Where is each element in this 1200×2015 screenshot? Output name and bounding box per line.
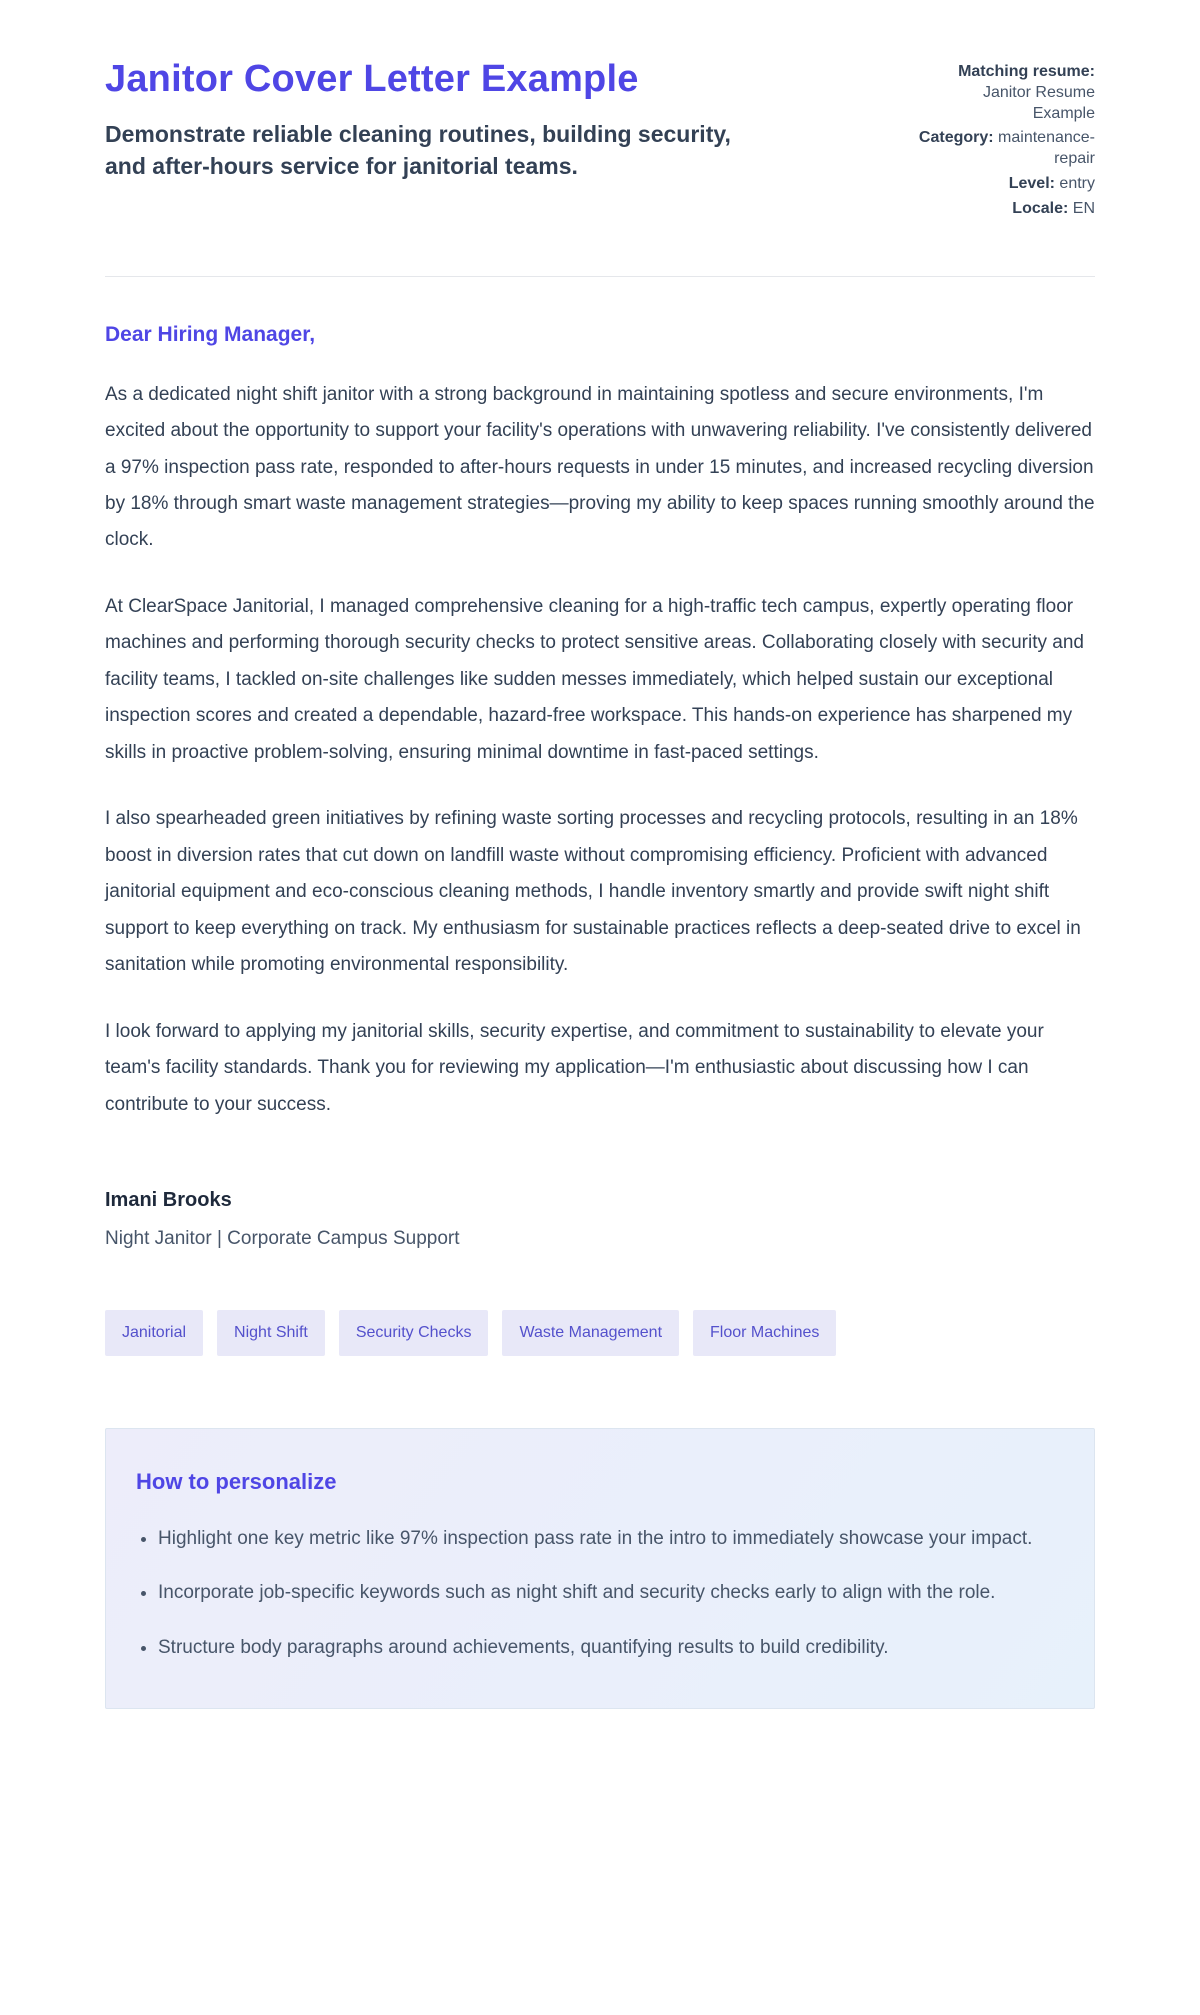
header-text-block — [105, 58, 765, 183]
tag-list — [105, 1310, 1095, 1356]
meta-level — [917, 174, 1095, 195]
meta-category — [917, 128, 1095, 170]
resume-meta-panel — [917, 58, 1095, 224]
personalize-tip-2: • Incorporate job-specific keywords such as night shift and security checks early to align with the role. — [158, 1575, 1060, 1611]
header — [105, 58, 1095, 277]
meta-locale-value: EN — [1072, 199, 1095, 217]
tag-waste-management: Waste Management — [502, 1310, 679, 1356]
meta-matching-resume-label: Matching resume: — [958, 63, 1095, 80]
meta-locale-label: Locale: — [1012, 199, 1069, 217]
personalize-box — [105, 1428, 1095, 1709]
personalize-tip-3: • Structure body paragraphs around achievements, quantifying results to build credibility. — [158, 1630, 1060, 1666]
signature-name: Imani Brooks — [105, 1189, 232, 1212]
letter-greeting: Dear Hiring Manager, — [105, 322, 316, 346]
tag-security-checks: Security Checks — [339, 1310, 489, 1356]
signature-block — [105, 1189, 1095, 1250]
meta-matching-resume — [917, 62, 1095, 124]
tag-night-shift: Night Shift — [217, 1310, 325, 1356]
letter-body — [105, 323, 1095, 1710]
tag-janitorial: Janitorial — [105, 1310, 203, 1356]
letter-paragraph-3: I also spearheaded green initiatives by refining waste sorting processes and recycling protocols, resulting in an 18% boost in diversion rates that cut down on landfill waste without compromising efficiency. Proficient with advanced janitorial equipment and eco-conscious cleaning methods, I handle inventory smartly and provide swift night shift support to keep everything on track. My enthusiasm for sustainable practices reflects a deep-seated drive to excel in sanitation while promoting environmental responsibility. — [105, 808, 1081, 976]
meta-matching-resume-value: Janitor Resume Example — [982, 83, 1095, 122]
tag-floor-machines: Floor Machines — [693, 1310, 836, 1356]
personalize-heading: How to personalize — [136, 1469, 337, 1495]
personalize-tip-1: • Highlight one key metric like 97% inspection pass rate in the intro to immediately showcase your impact. — [158, 1521, 1060, 1557]
meta-category-label: Category: — [918, 129, 994, 147]
page-subtitle: Demonstrate reliable cleaning routines, building security, and after-hours service for janitorial teams. — [105, 120, 731, 180]
personalize-tip-list — [136, 1521, 1060, 1666]
page-title: Janitor Cover Letter Example — [105, 58, 639, 100]
meta-level-label: Level: — [1008, 174, 1055, 192]
meta-level-value: entry — [1059, 174, 1095, 192]
signature-role: Night Janitor | Corporate Campus Support — [105, 1228, 460, 1250]
letter-paragraph-2: At ClearSpace Janitorial, I managed comprehensive cleaning for a high-traffic tech campus, expertly operating floor machines and performing thorough security checks to protect sensitive areas. Collaborating closely with security and facility teams, I tackled on-site challenges like sudden messes immediately, which helped sustain our exceptional inspection scores and created a dependable, hazard-free workspace. This hands-on experience has sharpened my skills in proactive problem-solving, ensuring minimal downtime in fast-paced settings. — [105, 595, 1084, 763]
meta-locale — [917, 199, 1095, 220]
meta-category-value: maintenance-repair — [998, 129, 1095, 168]
letter-paragraph-1: As a dedicated night shift janitor with a strong background in maintaining spotless and secure environments, I'm excited about the opportunity to support your facility's operations with unwavering reliability. I've consistently delivered a 97% inspection pass rate, responded to after-hours requests in under 15 minutes, and increased recycling diversion by 18% through smart waste management strategies—proving my ability to keep spaces running smoothly around the clock. — [105, 383, 1095, 551]
letter-paragraph-4: I look forward to applying my janitorial skills, security expertise, and commitment to sustainability to elevate your team's facility standards. Thank you for reviewing my application—I'm enthusiastic about discussing how I can contribute to your success. — [105, 1020, 1044, 1115]
